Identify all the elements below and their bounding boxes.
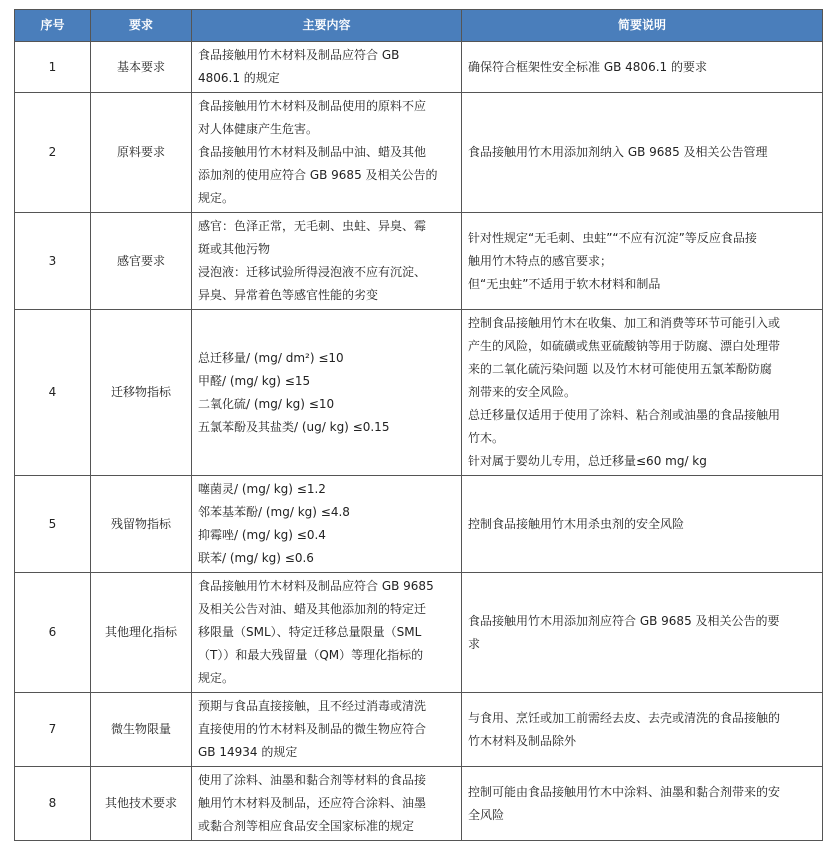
requirement-cell: 感官要求	[91, 213, 192, 310]
brief-note-cell	[462, 693, 823, 767]
content-line: 规定。	[198, 191, 235, 205]
main-content-cell	[192, 42, 462, 93]
row-number: 4	[15, 310, 91, 476]
table-body	[15, 42, 823, 841]
brief-note-cell	[462, 767, 823, 841]
brief-note-cell	[462, 42, 823, 93]
main-content-cell	[192, 213, 462, 310]
table-row	[15, 573, 823, 693]
requirement-cell: 其他技术要求	[91, 767, 192, 841]
content-line: 4806.1 的规定	[198, 71, 280, 85]
note-line: 食品接触用竹木用添加剂应符合 GB 9685 及相关公告的要	[468, 613, 780, 628]
main-content-cell	[192, 476, 462, 573]
brief-note-cell	[462, 310, 823, 476]
table-container	[14, 9, 823, 841]
row-number: 8	[15, 767, 91, 841]
requirement-cell: 迁移物指标	[91, 310, 192, 476]
table-row	[15, 476, 823, 573]
note-line: 来的二氧化硫污染问题 以及竹木材可能使用五氯苯酚防腐	[468, 362, 772, 376]
note-line: 剂带来的安全风险。	[468, 385, 577, 399]
note-line: 针对性规定“无毛刺、虫蛀”“不应有沉淀”等反应食品接	[468, 230, 757, 245]
content-line: 或黏合剂等相应食品安全国家标准的规定	[198, 819, 415, 833]
note-line: 针对属于婴幼儿专用，总迁移量≤60 mg/ kg	[468, 454, 707, 468]
requirement-cell: 基本要求	[91, 42, 192, 93]
note-line: 食品接触用竹木用添加剂纳入 GB 9685 及相关公告管理	[468, 145, 768, 159]
main-content-cell	[192, 310, 462, 476]
main-content-cell	[192, 573, 462, 693]
content-line: 抑霉唑/ (mg/ kg) ≤0.4	[198, 528, 326, 542]
note-line: 产生的风险，如硫磺或焦亚硫酸钠等用于防腐、漂白处理带	[468, 339, 781, 353]
brief-note-cell	[462, 93, 823, 213]
content-line: 食品接触用竹木材料及制品使用的原料不应	[198, 99, 427, 113]
content-line: 食品接触用竹木材料及制品应符合 GB	[198, 48, 400, 62]
content-line: 食品接触用竹木材料及制品应符合 GB 9685	[198, 579, 434, 593]
content-line: 联苯/ (mg/ kg) ≤0.6	[198, 551, 314, 565]
content-line: 噻菌灵/ (mg/ kg) ≤1.2	[198, 482, 326, 496]
content-line: 感官：色泽正常，无毛刺、虫蛀、异臭、霉	[198, 219, 427, 233]
table-row	[15, 693, 823, 767]
content-line: 移限量（SML）、特定迁移总量限量（SML	[198, 625, 422, 639]
note-line: 总迁移量仅适用于使用了涂料、粘合剂或油墨的食品接触用	[468, 408, 781, 422]
content-line: 添加剂的使用应符合 GB 9685 及相关公告的	[198, 168, 438, 182]
content-line: 五氯苯酚及其盐类/ (ug/ kg) ≤0.15	[198, 419, 390, 434]
requirements-table	[14, 9, 823, 841]
content-line: 对人体健康产生危害。	[198, 122, 319, 136]
brief-note-cell	[462, 213, 823, 310]
row-number: 2	[15, 93, 91, 213]
requirement-cell: 残留物指标	[91, 476, 192, 573]
note-line: 但“无虫蛀”不适用于软木材料和制品	[468, 276, 661, 291]
content-line: 及相关公告对油、蜡及其他添加剂的特定迁	[198, 602, 427, 616]
note-line: 触用竹木特点的感官要求；	[468, 253, 613, 268]
row-number: 6	[15, 573, 91, 693]
main-content-cell	[192, 693, 462, 767]
content-line: GB 14934 的规定	[198, 745, 298, 759]
main-content-cell	[192, 767, 462, 841]
table-row	[15, 42, 823, 93]
table-header-row	[15, 10, 823, 42]
content-line: 使用了涂料、油墨和黏合剂等材料的食品接	[198, 773, 427, 787]
content-line: 邻苯基苯酚/ (mg/ kg) ≤4.8	[198, 505, 350, 519]
brief-note-cell	[462, 476, 823, 573]
content-line: 斑或其他污物	[198, 242, 271, 256]
note-line: 控制食品接触用竹木用杀虫剂的安全风险	[468, 516, 685, 531]
table-row	[15, 93, 823, 213]
note-line: 控制食品接触用竹木在收集、加工和消费等环节可能引入或	[468, 316, 781, 330]
content-line: 浸泡液：迁移试验所得浸泡液不应有沉淀、	[198, 265, 427, 279]
content-line: 规定。	[198, 671, 235, 685]
content-line: 总迁移量/ (mg/ dm²) ≤10	[198, 350, 344, 365]
note-line: 与食用、烹饪或加工前需经去皮、去壳或清洗的食品接触的	[468, 710, 781, 725]
requirement-cell: 其他理化指标	[91, 573, 192, 693]
note-line: 竹木。	[468, 431, 505, 445]
note-line: 确保符合框架性安全标准 GB 4806.1 的要求	[468, 59, 707, 74]
row-number: 7	[15, 693, 91, 767]
note-line: 控制可能由食品接触用竹木中涂料、油墨和黏合剂带来的安	[468, 784, 781, 799]
row-number: 5	[15, 476, 91, 573]
header-requirement: 要求	[91, 10, 192, 42]
content-line: （T））和最大残留量（QM）等理化指标的	[198, 648, 424, 662]
header-brief-note: 简要说明	[462, 10, 823, 42]
table-row	[15, 310, 823, 476]
note-line: 竹木材料及制品除外	[468, 733, 577, 748]
row-number: 3	[15, 213, 91, 310]
content-line: 预期与食品直接接触，且不经过消毒或清洗	[198, 699, 427, 713]
content-line: 触用竹木材料及制品，还应符合涂料、油墨	[198, 796, 427, 810]
content-line: 二氧化硫/ (mg/ kg) ≤10	[198, 396, 335, 411]
note-line: 全风险	[468, 807, 505, 822]
content-line: 食品接触用竹木材料及制品中油、蜡及其他	[198, 145, 427, 159]
requirement-cell: 微生物限量	[91, 693, 192, 767]
row-number: 1	[15, 42, 91, 93]
table-row	[15, 213, 823, 310]
main-content-cell	[192, 93, 462, 213]
content-line: 异臭、异常着色等感官性能的劣变	[198, 288, 379, 302]
header-main-content: 主要内容	[192, 10, 462, 42]
content-line: 甲醛/ (mg/ kg) ≤15	[198, 373, 311, 388]
content-line: 直接使用的竹木材料及制品的微生物应符合	[198, 722, 427, 736]
table-row	[15, 767, 823, 841]
brief-note-cell	[462, 573, 823, 693]
note-line: 求	[468, 636, 481, 651]
requirement-cell: 原料要求	[91, 93, 192, 213]
header-no: 序号	[15, 10, 91, 42]
